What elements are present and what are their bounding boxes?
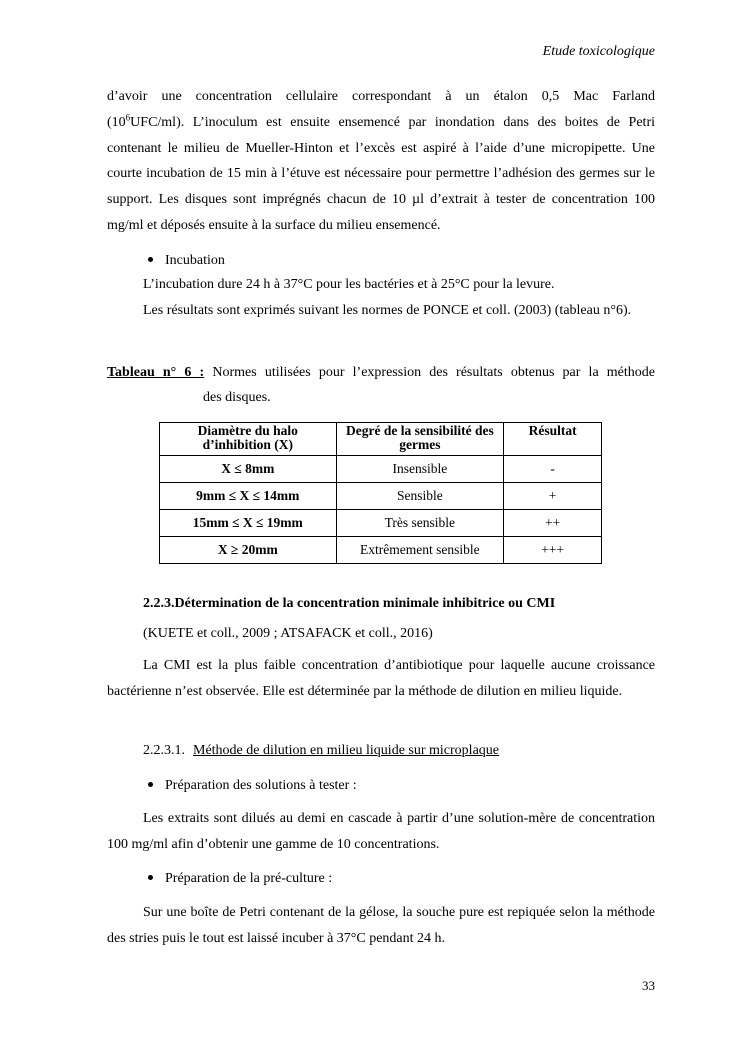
text-fragment: UFC/ml). L’inoculum est ensuite ensemencé par inondation dans des boites de Petri contenant le milieu de Mueller-Hinton et l’excès est aspiré à l’aide d’une micropipette. Une courte incubation de 15 min à l’étuve est nécessaire pour permettre l’adhésion des germes sur le support. Les disques sont imprégnés chacun de 10 µl d’extrait à tester de concentration 100 mg/ml et déposés ensuite à la surface du milieu ensemencé.	[107, 114, 655, 233]
subsection-title: Méthode de dilution en milieu liquide sur microplaque	[193, 743, 499, 758]
bullet-label: Incubation	[165, 253, 225, 268]
cell-diameter: X ≥ 20mm	[160, 537, 337, 564]
paragraph-solutions: Les extraits sont dilués au demi en cascade à partir d’une solution-mère de concentration 100 mg/ml afin d’obtenir une gamme de 10 concentrations.	[107, 811, 655, 852]
caption-label: Tableau n° 6 :	[107, 365, 205, 380]
header-diameter: Diamètre du halo d’inhibition (X)	[160, 423, 337, 456]
cell-diameter: X ≤ 8mm	[160, 456, 337, 483]
caption-line2: des disques.	[203, 390, 271, 405]
cell-result: ++	[504, 510, 602, 537]
paragraph-inoculum-body	[107, 110, 655, 239]
cell-diameter: 9mm ≤ X ≤ 14mm	[160, 483, 337, 510]
cell-result: +	[504, 483, 602, 510]
paragraph-inoculum	[107, 84, 655, 239]
subsection-number: 2.2.3.1.	[143, 743, 185, 758]
results-table	[159, 422, 602, 564]
bullet-label: Préparation des solutions à tester :	[165, 778, 357, 793]
table-caption	[107, 360, 655, 410]
header-sensitivity: Degré de la sensibilité des germes	[336, 423, 504, 456]
superscript-exponent: 6	[125, 112, 131, 123]
section-heading-223: 2.2.3.Détermination de la concentration minimale inhibitrice ou CMI	[143, 596, 556, 611]
cell-sensitivity: Sensible	[336, 483, 504, 510]
running-header: Etude toxicologique	[542, 44, 655, 59]
bullet-solutions	[148, 776, 357, 796]
cell-result: -	[504, 456, 602, 483]
table-row	[160, 510, 602, 537]
bullet-label: Préparation de la pré-culture :	[165, 871, 333, 886]
paragraph-incubation: L’incubation dure 24 h à 37°C pour les bactéries et à 25°C pour la levure.	[143, 277, 555, 292]
table-row	[160, 456, 602, 483]
table-header-row	[160, 423, 602, 456]
table-row	[160, 483, 602, 510]
cell-diameter: 15mm ≤ X ≤ 19mm	[160, 510, 337, 537]
paragraph-inoculum-line1: d’avoir une concentration cellulaire correspondant à un étalon 0,5 Mac Farland	[107, 89, 655, 104]
page-number: 33	[642, 978, 655, 993]
bullet-icon	[148, 257, 153, 262]
caption-line1	[107, 360, 655, 385]
caption-text: Normes utilisées pour l’expression des résultats obtenus par la méthode	[204, 365, 656, 380]
cell-sensitivity: Insensible	[336, 456, 504, 483]
paragraph-preculture: Sur une boîte de Petri contenant de la gélose, la souche pure est repiquée selon la méthode des stries puis le tout est laissé incuber à 37°C pendant 24 h.	[107, 905, 655, 946]
text-fragment: (10	[107, 114, 126, 130]
paragraph-cmi: La CMI est la plus faible concentration d’antibiotique pour laquelle aucune croissance bactérienne n’est observée. Elle est déterminée par la méthode de dilution en milieu liquide.	[107, 658, 655, 699]
section-references: (KUETE et coll., 2009 ; ATSAFACK et coll., 2016)	[143, 626, 433, 641]
bullet-icon	[148, 875, 153, 880]
header-result: Résultat	[504, 423, 602, 456]
cell-sensitivity: Extrêmement sensible	[336, 537, 504, 564]
bullet-icon	[148, 782, 153, 787]
bullet-incubation	[148, 251, 225, 271]
paragraph-results: Les résultats sont exprimés suivant les normes de PONCE et coll. (2003) (tableau n°6).	[143, 303, 632, 318]
cell-sensitivity: Très sensible	[336, 510, 504, 537]
table-row	[160, 537, 602, 564]
subsection-heading-2231	[143, 743, 499, 759]
bullet-preculture	[148, 869, 332, 889]
cell-result: +++	[504, 537, 602, 564]
